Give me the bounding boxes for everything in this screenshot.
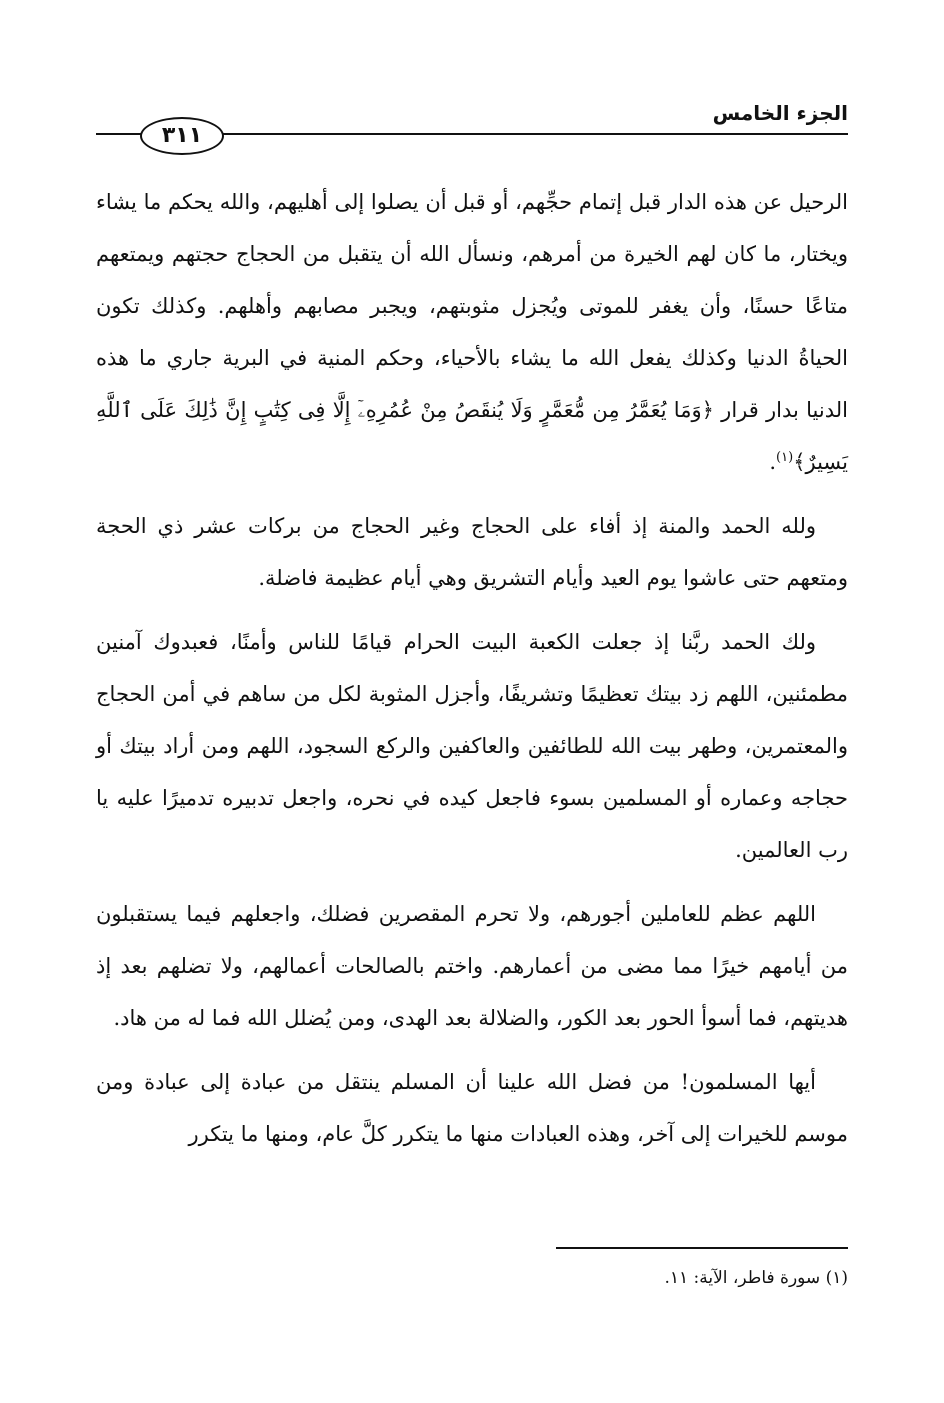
paragraph-3: ولك الحمد ربَّنا إذ جعلت الكعبة البيت الحرام قيامًا للناس وأمنًا، فعبدوك آمنين مطمئنين، اللهم زد بيتك تعظيمًا وتشريفًا، وأجزل المثوبة لكل من ساهم في أمن الحجاج والمعتمرين، وطهر بيت الله للطائفين والعاكفين والركع السجود، اللهم ومن أراد بيتك أو حجاجه وعماره أو المسلمين بسوء فاجعل كيده في نحره، واجعل تدبيره تدميرًا عليه يا رب العالمين. [96, 630, 848, 862]
quran-verse: ﴿وَمَا يُعَمَّرُ مِن مُّعَمَّرٍ وَلَا يُنقَصُ مِنْ عُمُرِهِۦٓ إِلَّا فِى كِتَٰبٍ إِنَّ ذَٰلِكَ عَلَى ٱللَّهِ يَسِيرٌ﴾ [96, 398, 848, 474]
paragraph-1 [96, 176, 848, 488]
footnote: (١) سورة فاطر، الآية: ١١. [664, 1268, 848, 1288]
footnote-marker: (١) [776, 450, 794, 465]
chapter-title: الجزء الخامس [712, 101, 848, 125]
main-text [96, 176, 848, 1172]
page-number-badge: ٣١١ [140, 117, 224, 155]
paragraph-2: ولله الحمد والمنة إذ أفاء على الحجاج وغير الحجاج من بركات عشر ذي الحجة ومتعهم حتى عاشوا يوم العيد وأيام التشريق وهي أيام عظيمة فاضلة. [96, 514, 848, 590]
footnote-rule [556, 1247, 848, 1249]
paragraph-4: اللهم عظم للعاملين أجورهم، ولا تحرم المقصرين فضلك، واجعلهم فيما يستقبلون من أيامهم خيرًا مما مضى من أعمارهم. واختم بالصالحات أعمالهم، ولا تضلهم بعد إذ هديتهم، فما أسوأ الحور بعد الكور، والضلالة بعد الهدى، ومن يُضلل الله فما له من هاد. [96, 902, 848, 1030]
paragraph-1-end: . [769, 450, 777, 474]
paragraph-1-text: الرحيل عن هذه الدار قبل إتمام حجِّهم، أو قبل أن يصلوا إلى أهليهم، والله يحكم ما يشاء ويختار، ما كان لهم الخيرة من أمرهم، ونسأل الله أن يتقبل من الحجاج حجتهم ويمتعهم متاعًا حسنًا، وأن يغفر للموتى ويُجزل مثوبتهم، ويجبر مصابهم وأهلهم. وكذلك تكون الحياةُ الدنيا وكذلك يفعل الله ما يشاء بالأحياء، وحكم المنية في البرية جاري ما هذه الدنيا بدار قرار [96, 190, 848, 422]
paragraph-5: أيها المسلمون! من فضل الله علينا أن المسلم ينتقل من عبادة إلى عبادة ومن موسم للخيرات إلى آخر، وهذه العبادات منها ما يتكرر كلَّ عام، ومنها ما يتكرر [96, 1070, 848, 1146]
